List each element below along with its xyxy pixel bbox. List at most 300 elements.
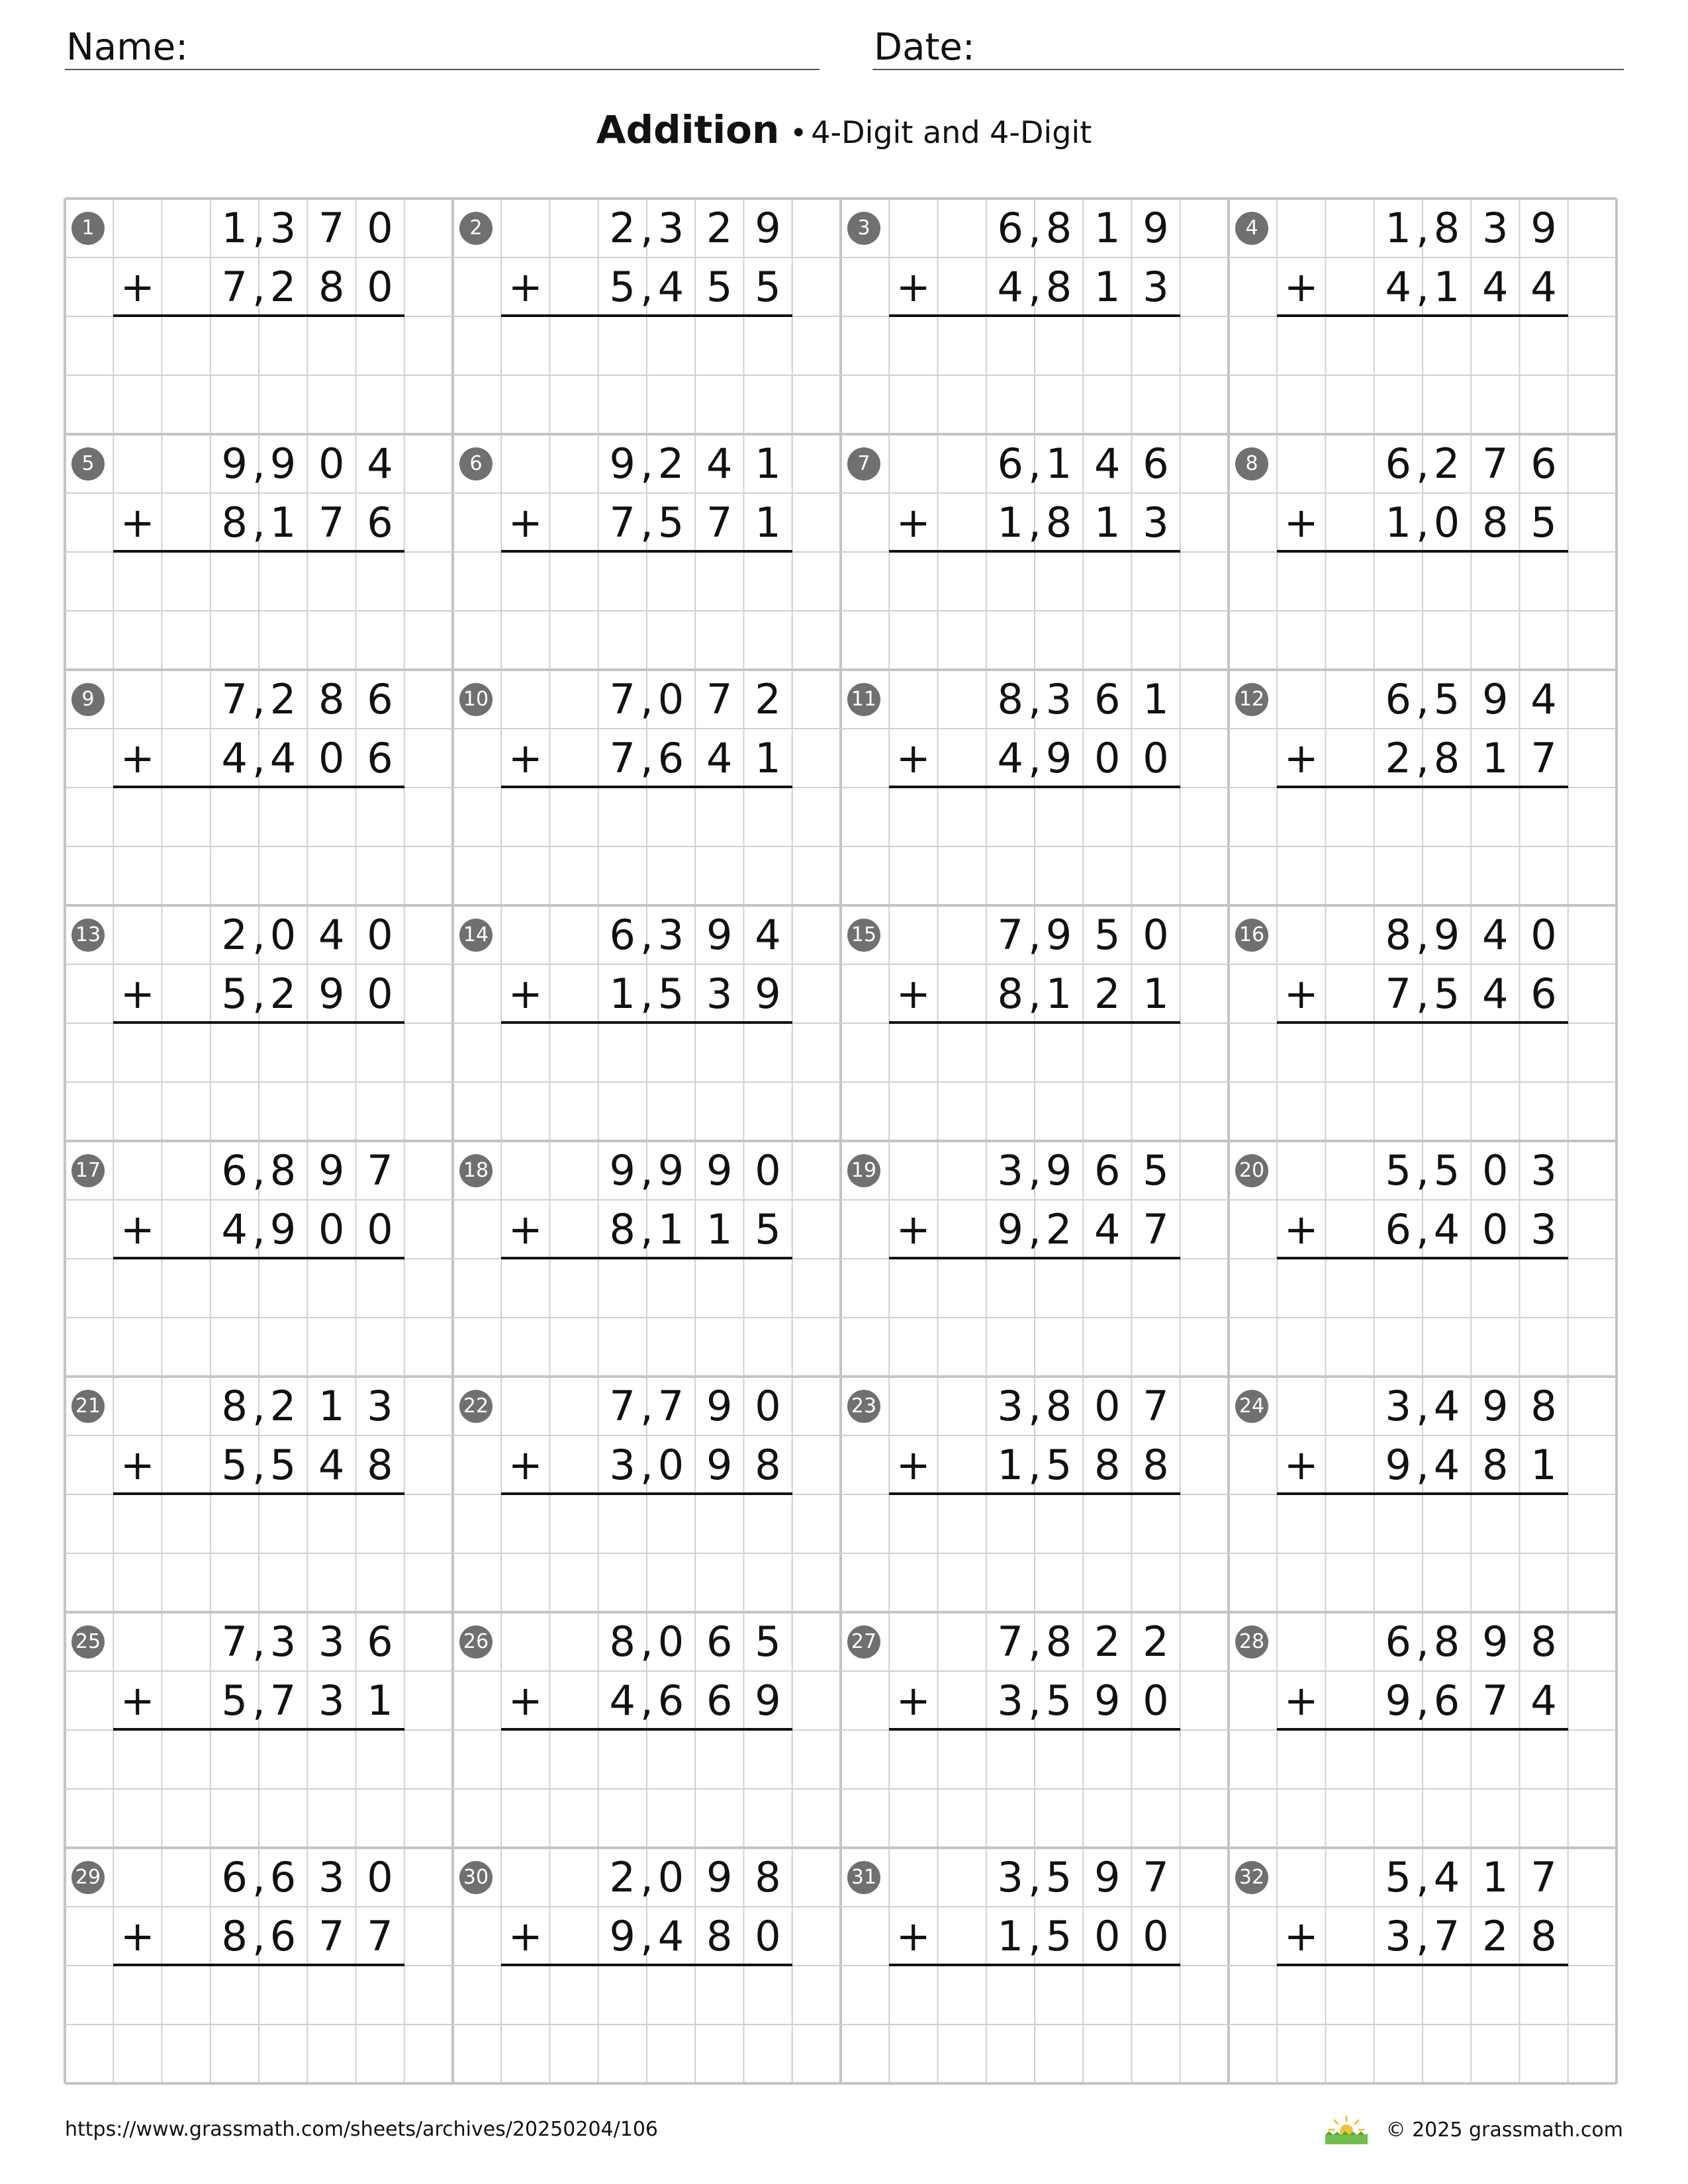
problem-number-badge: 29	[71, 1861, 105, 1894]
digit: 2	[269, 970, 297, 1018]
digit: 3	[997, 1676, 1023, 1725]
answer-area[interactable]	[501, 552, 792, 670]
problem-number-badge: 27	[847, 1625, 880, 1659]
thousands-comma: ,	[1416, 911, 1429, 959]
digit: 7	[997, 1617, 1023, 1666]
answer-area[interactable]	[501, 788, 792, 905]
digit: 9	[1143, 204, 1169, 252]
answer-area[interactable]	[889, 1730, 1180, 1848]
digit: 0	[318, 439, 345, 488]
problem-11	[841, 670, 1227, 905]
plus-operator: +	[120, 734, 155, 782]
digit: 6	[657, 734, 684, 782]
digit: 1	[318, 1382, 345, 1430]
digit: 3	[1143, 498, 1169, 547]
digit: 0	[1094, 1912, 1121, 1960]
digit: 0	[1482, 1146, 1509, 1195]
thousands-comma: ,	[252, 498, 265, 547]
digit: 0	[318, 1205, 345, 1253]
digit: 3	[1385, 1912, 1411, 1960]
digit: 4	[221, 734, 248, 782]
digit: 6	[706, 1617, 733, 1666]
digit: 6	[221, 1853, 248, 1901]
digit: 6	[997, 439, 1023, 488]
thousands-comma: ,	[640, 439, 653, 488]
digit: 8	[1530, 1912, 1557, 1960]
answer-area[interactable]	[113, 1966, 404, 2083]
plus-operator: +	[1284, 1205, 1319, 1253]
digit: 6	[1385, 1617, 1411, 1666]
digit: 7	[1433, 1912, 1460, 1960]
digit: 4	[1482, 263, 1509, 311]
digit: 7	[1482, 1676, 1509, 1725]
plus-operator: +	[120, 263, 155, 311]
problem-number-badge: 30	[459, 1861, 492, 1894]
thousands-comma: ,	[640, 1146, 653, 1195]
thousands-comma: ,	[1416, 1912, 1429, 1960]
problem-6	[453, 434, 839, 670]
answer-area[interactable]	[889, 1966, 1180, 2083]
digit: 6	[367, 675, 393, 723]
digit: 3	[609, 1441, 635, 1489]
answer-area[interactable]	[889, 316, 1180, 434]
digit: 1	[1094, 204, 1121, 252]
answer-area[interactable]	[889, 1259, 1180, 1377]
plus-operator: +	[896, 1205, 931, 1253]
digit: 5	[657, 970, 684, 1018]
digit: 5	[1530, 498, 1557, 547]
problem-23	[841, 1377, 1227, 1612]
footer-copyright: © 2025 grassmath.com	[1385, 2118, 1623, 2142]
digit: 3	[997, 1382, 1023, 1430]
digit: 1	[1094, 263, 1121, 311]
digit: 6	[269, 1912, 297, 1960]
digit: 0	[1143, 734, 1169, 782]
thousands-comma: ,	[1028, 1853, 1041, 1901]
thousands-comma: ,	[640, 1617, 653, 1666]
digit: 0	[367, 970, 393, 1018]
digit: 8	[367, 1441, 393, 1489]
plus-operator: +	[896, 263, 931, 311]
problem-number-badge: 1	[71, 212, 105, 245]
problem-28	[1229, 1612, 1615, 1848]
digit: 8	[1482, 1441, 1509, 1489]
digit: 4	[1094, 1205, 1121, 1253]
title-subtitle: 4-Digit and 4-Digit	[811, 114, 1092, 150]
digit: 4	[706, 734, 733, 782]
answer-area[interactable]	[113, 1259, 404, 1377]
answer-area[interactable]	[501, 316, 792, 434]
thousands-comma: ,	[252, 1146, 265, 1195]
digit: 8	[1094, 1441, 1121, 1489]
digit: 0	[1143, 1912, 1169, 1960]
thousands-comma: ,	[252, 439, 265, 488]
problem-12	[1229, 670, 1615, 905]
thousands-comma: ,	[1416, 1676, 1429, 1725]
digit: 5	[1094, 911, 1121, 959]
digit: 4	[1530, 1676, 1557, 1725]
thousands-comma: ,	[640, 1382, 653, 1430]
problem-number-badge: 8	[1235, 447, 1268, 480]
problem-number-badge: 2	[459, 212, 492, 245]
digit: 9	[706, 1146, 733, 1195]
digit: 6	[367, 498, 393, 547]
digit: 5	[1433, 675, 1460, 723]
digit: 9	[1385, 1441, 1411, 1489]
digit: 6	[269, 1853, 297, 1901]
digit: 7	[1143, 1382, 1169, 1430]
digit: 2	[609, 1853, 635, 1901]
problem-18	[453, 1141, 839, 1377]
digit: 1	[609, 970, 635, 1018]
digit: 0	[1433, 498, 1460, 547]
thousands-comma: ,	[640, 970, 653, 1018]
title-separator: •	[790, 116, 808, 150]
answer-area[interactable]	[113, 1494, 404, 1612]
problem-number-badge: 26	[459, 1625, 492, 1659]
digit: 9	[1094, 1853, 1121, 1901]
digit: 1	[1143, 675, 1169, 723]
plus-operator: +	[120, 1912, 155, 1960]
digit: 4	[1482, 911, 1509, 959]
digit: 0	[657, 1441, 684, 1489]
digit: 1	[1143, 970, 1169, 1018]
digit: 4	[997, 263, 1023, 311]
digit: 9	[609, 1912, 635, 1960]
digit: 1	[755, 439, 781, 488]
digit: 1	[269, 498, 297, 547]
answer-area[interactable]	[1277, 1259, 1568, 1377]
thousands-comma: ,	[640, 1441, 653, 1489]
digit: 2	[221, 911, 248, 959]
problem-number-badge: 18	[459, 1154, 492, 1187]
answer-area[interactable]	[1277, 1730, 1568, 1848]
digit: 1	[997, 1441, 1023, 1489]
answer-area[interactable]	[501, 1494, 792, 1612]
digit: 7	[221, 263, 248, 311]
plus-operator: +	[1284, 263, 1319, 311]
digit: 8	[706, 1912, 733, 1960]
digit: 1	[997, 1912, 1023, 1960]
problem-9	[65, 670, 451, 905]
thousands-comma: ,	[640, 204, 653, 252]
digit: 3	[1385, 1382, 1411, 1430]
digit: 7	[318, 1912, 345, 1960]
digit: 4	[269, 734, 297, 782]
digit: 1	[1433, 263, 1460, 311]
answer-area[interactable]	[501, 1730, 792, 1848]
digit: 3	[706, 970, 733, 1018]
title-main: Addition	[596, 107, 780, 152]
digit: 2	[1385, 734, 1411, 782]
problem-19	[841, 1141, 1227, 1377]
answer-area[interactable]	[1277, 552, 1568, 670]
plus-operator: +	[1284, 970, 1319, 1018]
thousands-comma: ,	[1416, 675, 1429, 723]
problem-21	[65, 1377, 451, 1612]
digit: 8	[1385, 911, 1411, 959]
digit: 5	[1045, 1912, 1072, 1960]
digit: 8	[609, 1205, 635, 1253]
answer-area[interactable]	[889, 1494, 1180, 1612]
digit: 0	[367, 204, 393, 252]
digit: 6	[706, 1676, 733, 1725]
problem-24	[1229, 1377, 1615, 1612]
digit: 7	[997, 911, 1023, 959]
problem-number-badge: 14	[459, 919, 492, 952]
digit: 8	[1530, 1382, 1557, 1430]
digit: 4	[221, 1205, 248, 1253]
digit: 7	[318, 498, 345, 547]
digit: 0	[367, 911, 393, 959]
digit: 4	[1530, 263, 1557, 311]
problem-number-badge: 3	[847, 212, 880, 245]
problem-30	[453, 1848, 839, 2083]
digit: 1	[657, 1205, 684, 1253]
answer-area[interactable]	[889, 788, 1180, 905]
digit: 2	[706, 204, 733, 252]
thousands-comma: ,	[1028, 1205, 1041, 1253]
digit: 4	[1094, 439, 1121, 488]
digit: 1	[1094, 498, 1121, 547]
digit: 4	[997, 734, 1023, 782]
problem-3	[841, 199, 1227, 434]
digit: 9	[609, 1146, 635, 1195]
problem-26	[453, 1612, 839, 1848]
digit: 0	[755, 1382, 781, 1430]
digit: 8	[755, 1441, 781, 1489]
digit: 7	[609, 734, 635, 782]
digit: 5	[755, 1617, 781, 1666]
thousands-comma: ,	[1028, 675, 1041, 723]
digit: 5	[609, 263, 635, 311]
problem-number-badge: 23	[847, 1390, 880, 1423]
digit: 9	[997, 1205, 1023, 1253]
digit: 2	[609, 204, 635, 252]
plus-operator: +	[1284, 734, 1319, 782]
digit: 8	[609, 1617, 635, 1666]
digit: 1	[755, 734, 781, 782]
thousands-comma: ,	[252, 204, 265, 252]
digit: 5	[657, 498, 684, 547]
digit: 5	[755, 1205, 781, 1253]
thousands-comma: ,	[252, 1853, 265, 1901]
answer-area[interactable]	[113, 1023, 404, 1141]
digit: 7	[367, 1146, 393, 1195]
problem-number-badge: 9	[71, 683, 105, 716]
plus-operator: +	[1284, 1912, 1319, 1960]
answer-area[interactable]	[113, 788, 404, 905]
problem-22	[453, 1377, 839, 1612]
answer-area[interactable]	[113, 1730, 404, 1848]
digit: 4	[318, 1441, 345, 1489]
thousands-comma: ,	[1028, 263, 1041, 311]
plus-operator: +	[1284, 498, 1319, 547]
thousands-comma: ,	[1028, 498, 1041, 547]
problem-7	[841, 434, 1227, 670]
problem-number-badge: 7	[847, 447, 880, 480]
digit: 9	[221, 439, 248, 488]
plus-operator: +	[508, 1912, 543, 1960]
digit: 0	[1482, 1205, 1509, 1253]
answer-area[interactable]	[1277, 1966, 1568, 2083]
digit: 5	[706, 263, 733, 311]
digit: 9	[609, 439, 635, 488]
digit: 9	[1045, 911, 1072, 959]
digit: 5	[1433, 970, 1460, 1018]
digit: 6	[1143, 439, 1169, 488]
digit: 2	[269, 675, 297, 723]
answer-area[interactable]	[1277, 1023, 1568, 1141]
answer-area[interactable]	[113, 552, 404, 670]
plus-operator: +	[120, 1441, 155, 1489]
digit: 8	[221, 498, 248, 547]
answer-area[interactable]	[501, 1023, 792, 1141]
digit: 7	[1143, 1205, 1169, 1253]
digit: 8	[1433, 204, 1460, 252]
digit: 7	[609, 498, 635, 547]
digit: 6	[367, 1617, 393, 1666]
thousands-comma: ,	[1416, 1441, 1429, 1489]
digit: 8	[997, 675, 1023, 723]
digit: 9	[1530, 204, 1557, 252]
thousands-comma: ,	[1416, 734, 1429, 782]
digit: 0	[657, 1617, 684, 1666]
digit: 9	[755, 970, 781, 1018]
answer-area[interactable]	[1277, 1494, 1568, 1612]
answer-area[interactable]	[889, 1023, 1180, 1141]
digit: 2	[755, 675, 781, 723]
thousands-comma: ,	[1416, 1146, 1429, 1195]
digit: 6	[1385, 439, 1411, 488]
digit: 1	[221, 204, 248, 252]
problem-number-badge: 10	[459, 683, 492, 716]
thousands-comma: ,	[1416, 204, 1429, 252]
thousands-comma: ,	[1028, 1617, 1041, 1666]
problem-number-badge: 17	[71, 1154, 105, 1187]
digit: 5	[755, 263, 781, 311]
plus-operator: +	[508, 498, 543, 547]
plus-operator: +	[508, 734, 543, 782]
problem-29	[65, 1848, 451, 2083]
problem-5	[65, 434, 451, 670]
thousands-comma: ,	[1028, 970, 1041, 1018]
thousands-comma: ,	[1416, 1617, 1429, 1666]
digit: 1	[755, 498, 781, 547]
digit: 8	[1433, 1617, 1460, 1666]
answer-area[interactable]	[501, 1259, 792, 1377]
digit: 7	[1385, 970, 1411, 1018]
digit: 8	[1045, 498, 1072, 547]
thousands-comma: ,	[1028, 1441, 1041, 1489]
thousands-comma: ,	[252, 1205, 265, 1253]
digit: 1	[1045, 970, 1072, 1018]
thousands-comma: ,	[640, 1205, 653, 1253]
digit: 8	[755, 1853, 781, 1901]
plus-operator: +	[120, 498, 155, 547]
digit: 5	[1385, 1853, 1411, 1901]
answer-area[interactable]	[1277, 788, 1568, 905]
plus-operator: +	[896, 498, 931, 547]
problem-1	[65, 199, 451, 434]
digit: 4	[1433, 1382, 1460, 1430]
problem-number-badge: 16	[1235, 919, 1268, 952]
digit: 4	[1530, 675, 1557, 723]
digit: 2	[269, 263, 297, 311]
digit: 9	[657, 1146, 684, 1195]
answer-area[interactable]	[113, 316, 404, 434]
digit: 5	[1385, 1146, 1411, 1195]
digit: 2	[269, 1382, 297, 1430]
digit: 9	[1433, 911, 1460, 959]
problem-31	[841, 1848, 1227, 2083]
thousands-comma: ,	[1028, 439, 1041, 488]
plus-operator: +	[120, 1676, 155, 1725]
thousands-comma: ,	[640, 734, 653, 782]
digit: 3	[657, 204, 684, 252]
digit: 3	[1143, 263, 1169, 311]
problem-number-badge: 32	[1235, 1861, 1268, 1894]
problem-number-badge: 11	[847, 683, 880, 716]
digit: 4	[1433, 1441, 1460, 1489]
digit: 4	[657, 263, 684, 311]
digit: 8	[1045, 204, 1072, 252]
problem-number-badge: 24	[1235, 1390, 1268, 1423]
digit: 3	[269, 1617, 297, 1666]
digit: 7	[657, 1382, 684, 1430]
thousands-comma: ,	[252, 675, 265, 723]
answer-area[interactable]	[1277, 316, 1568, 434]
digit: 7	[221, 1617, 248, 1666]
thousands-comma: ,	[1416, 263, 1429, 311]
digit: 9	[1094, 1676, 1121, 1725]
problem-number-badge: 13	[71, 919, 105, 952]
date-label: Date:	[874, 26, 975, 69]
digit: 3	[318, 1617, 345, 1666]
digit: 0	[1094, 1382, 1121, 1430]
digit: 7	[367, 1912, 393, 1960]
digit: 9	[1045, 734, 1072, 782]
problem-number-badge: 19	[847, 1154, 880, 1187]
digit: 9	[1385, 1676, 1411, 1725]
thousands-comma: ,	[1416, 498, 1429, 547]
problem-number-badge: 12	[1235, 683, 1268, 716]
problem-13	[65, 905, 451, 1141]
digit: 9	[269, 1205, 297, 1253]
digit: 2	[1094, 1617, 1121, 1666]
digit: 7	[269, 1676, 297, 1725]
plus-operator: +	[1284, 1676, 1319, 1725]
digit: 7	[221, 675, 248, 723]
digit: 3	[657, 911, 684, 959]
digit: 9	[318, 970, 345, 1018]
answer-area[interactable]	[889, 552, 1180, 670]
sun-over-grass-icon	[1323, 2114, 1370, 2146]
plus-operator: +	[896, 734, 931, 782]
plus-operator: +	[508, 970, 543, 1018]
digit: 1	[367, 1676, 393, 1725]
digit: 5	[1045, 1441, 1072, 1489]
answer-area[interactable]	[501, 1966, 792, 2083]
thousands-comma: ,	[252, 1382, 265, 1430]
digit: 7	[1482, 439, 1509, 488]
digit: 0	[755, 1912, 781, 1960]
digit: 9	[1045, 1146, 1072, 1195]
digit: 1	[1482, 734, 1509, 782]
problem-number-badge: 5	[71, 447, 105, 480]
digit: 2	[1045, 1205, 1072, 1253]
digit: 0	[657, 675, 684, 723]
